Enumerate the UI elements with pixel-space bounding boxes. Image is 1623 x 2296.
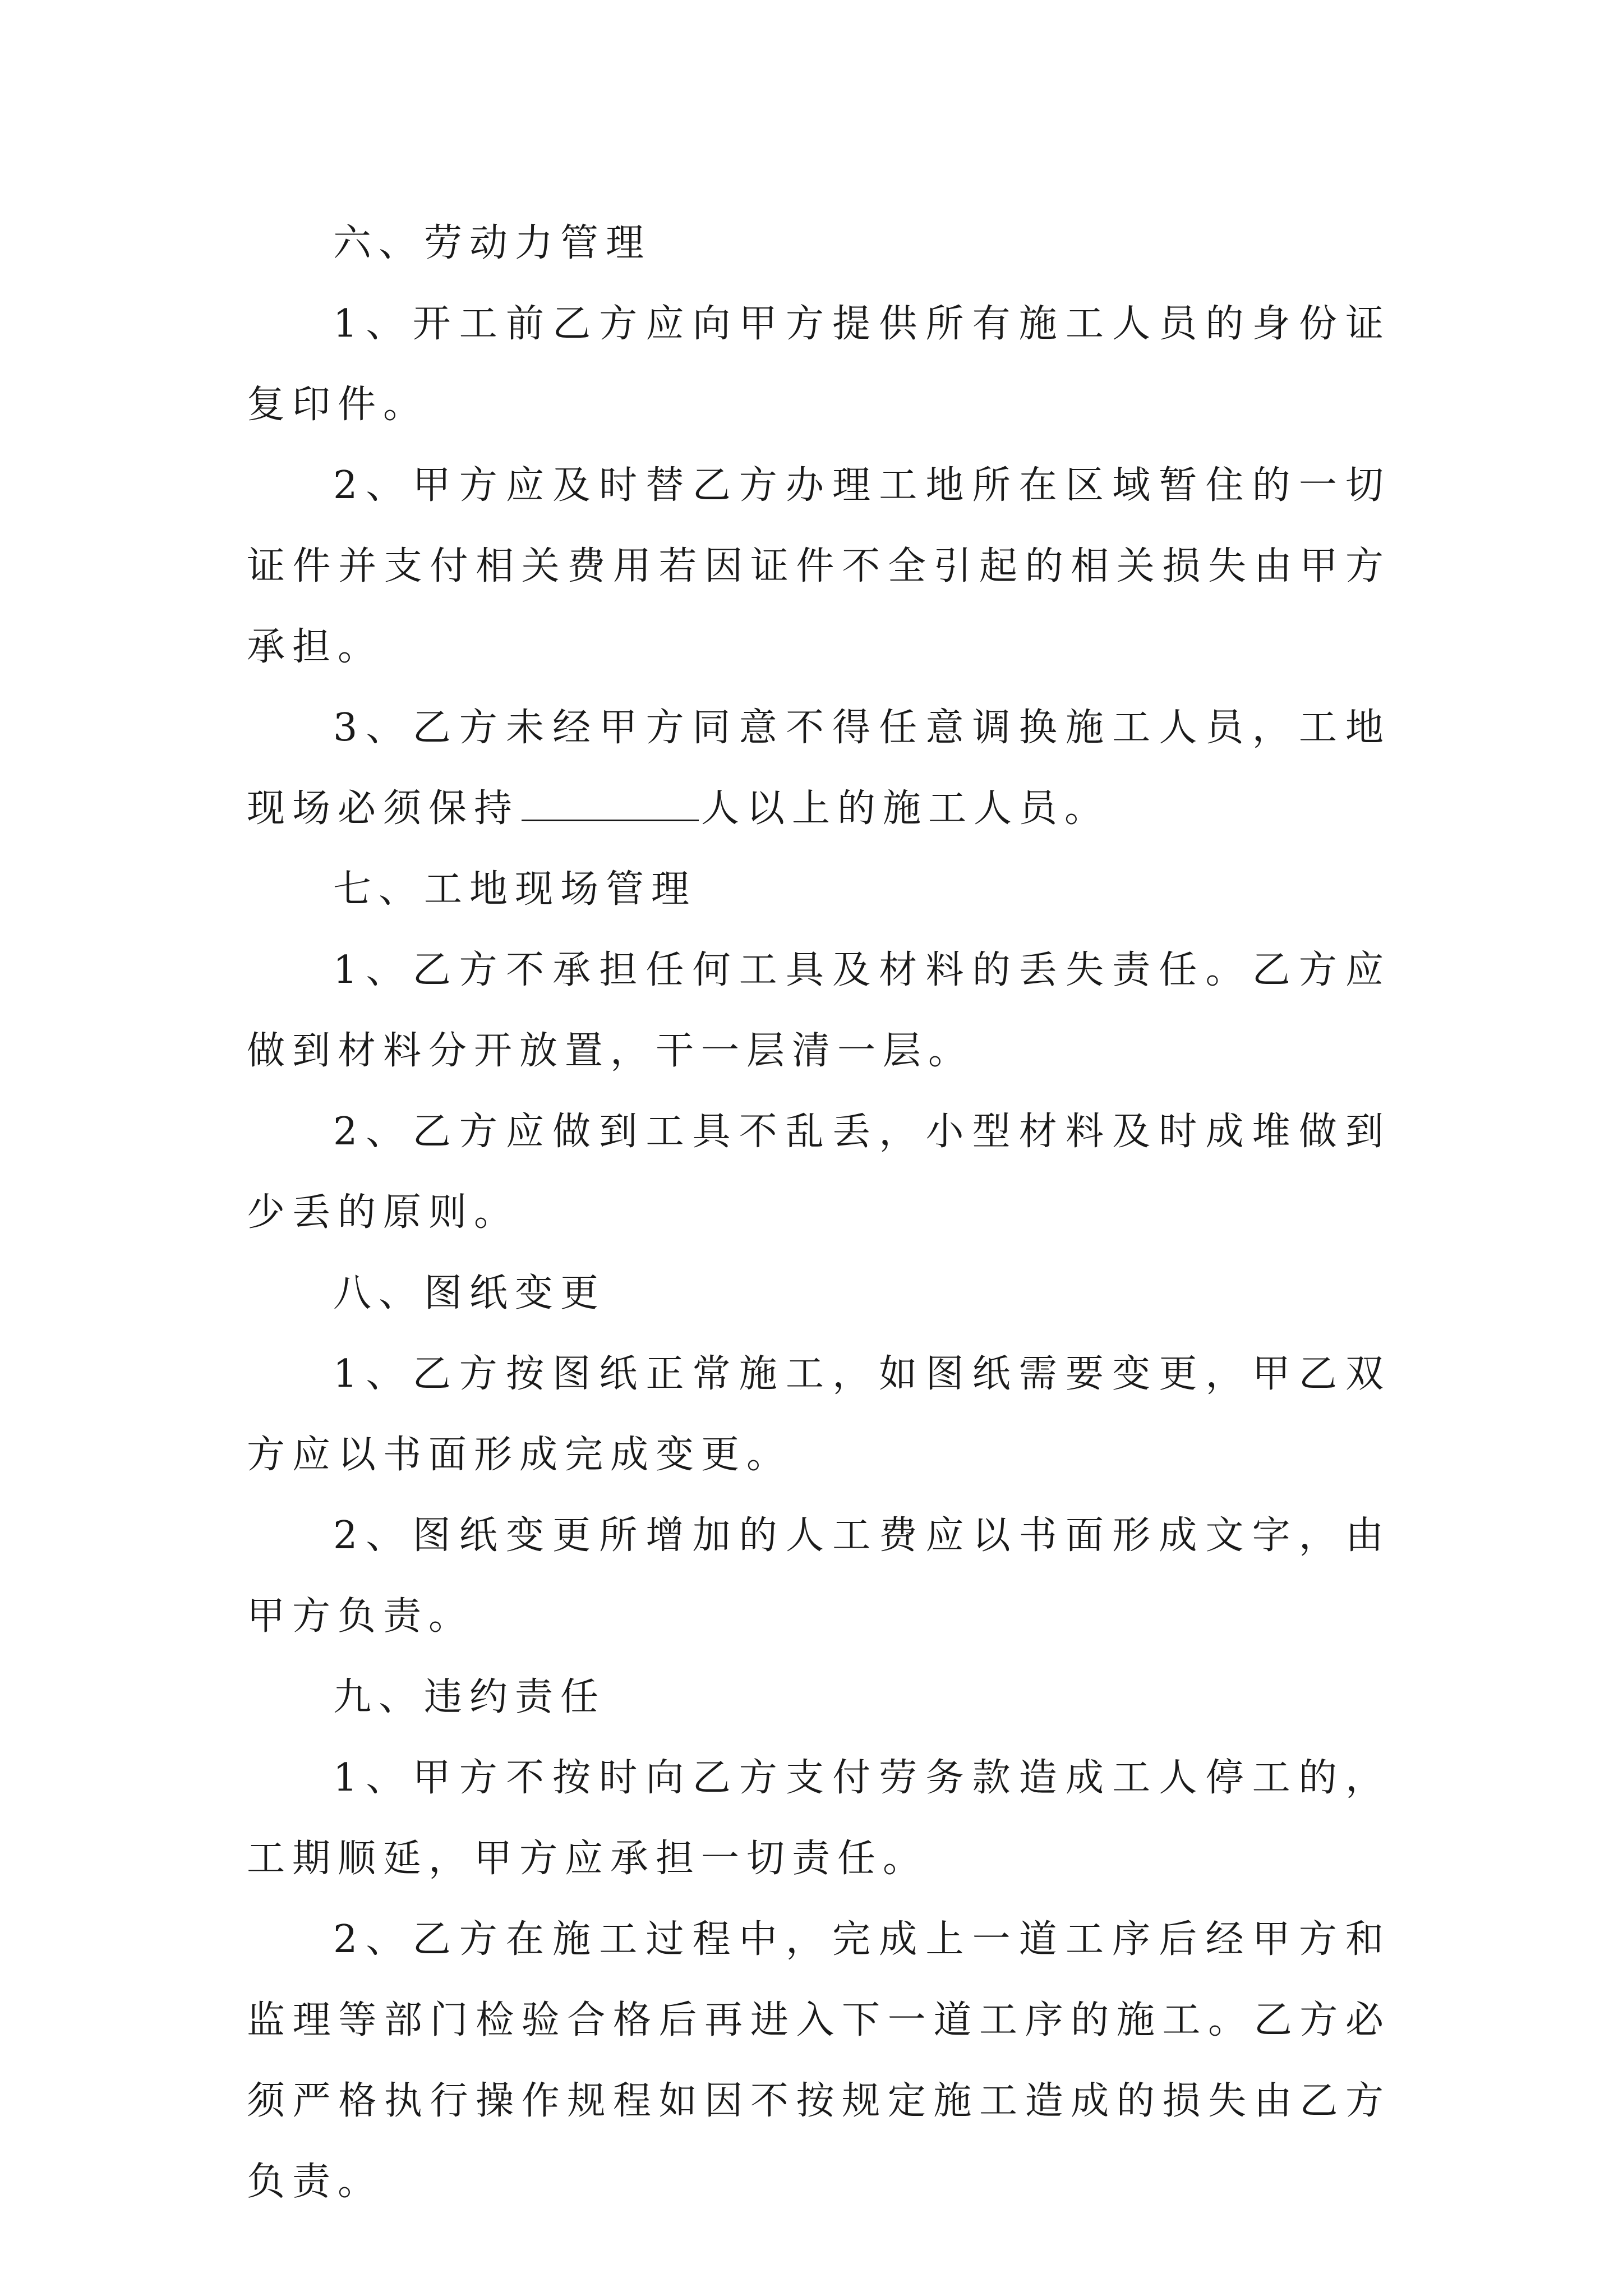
clause-id-copies: 1、开工前乙方应向甲方提供所有施工人员的身份证复印件。 (247, 302, 1391, 427)
clause-staff-retention-text-after: 人以上的施工人员。 (701, 786, 1110, 831)
document-body (247, 203, 1391, 2223)
section-heading-labor-management: 六、劳动力管理 (333, 221, 652, 265)
section-heading-site-management: 七、工地现场管理 (333, 867, 697, 912)
clause-drawing-change-cost: 2、图纸变更所增加的人工费应以书面形成文字，由甲方负责。 (247, 1513, 1391, 1639)
clause-staff-retention (247, 688, 1391, 849)
clause-staff-retention-text-before: 3、乙方未经甲方同意不得任意调换施工人员，工地现场必须保持 (247, 706, 1391, 831)
section-heading-drawing-changes: 八、图纸变更 (333, 1271, 606, 1315)
clause-payment-delay: 1、甲方不按时向乙方支付劳务款造成工人停工的，工期顺延，甲方应承担一切责任。 (247, 1756, 1391, 1881)
clause-drawing-change-procedure: 1、乙方按图纸正常施工，如图纸需要变更，甲乙双方应以书面形成完成变更。 (247, 1352, 1391, 1477)
section-heading-breach-liability: 九、违约责任 (333, 1675, 606, 1719)
clause-tool-handling: 2、乙方应做到工具不乱丢，小型材料及时成堆做到少丢的原则。 (247, 1110, 1391, 1235)
clause-tool-loss-liability: 1、乙方不承担任何工具及材料的丢失责任。乙方应做到材料分开放置，干一层清一层。 (247, 948, 1391, 1073)
fill-in-blank-headcount (522, 780, 699, 821)
clause-residence-permits: 2、甲方应及时替乙方办理工地所在区域暂住的一切证件并支付相关费用若因证件不全引起的相关损失由甲方承担。 (247, 463, 1391, 669)
clause-process-inspection: 2、乙方在施工过程中，完成上一道工序后经甲方和监理等部门检验合格后再进入下一道工序的施工。乙方必须严格执行操作规程如因不按规定施工造成的损失由乙方负责。 (247, 1917, 1391, 2204)
